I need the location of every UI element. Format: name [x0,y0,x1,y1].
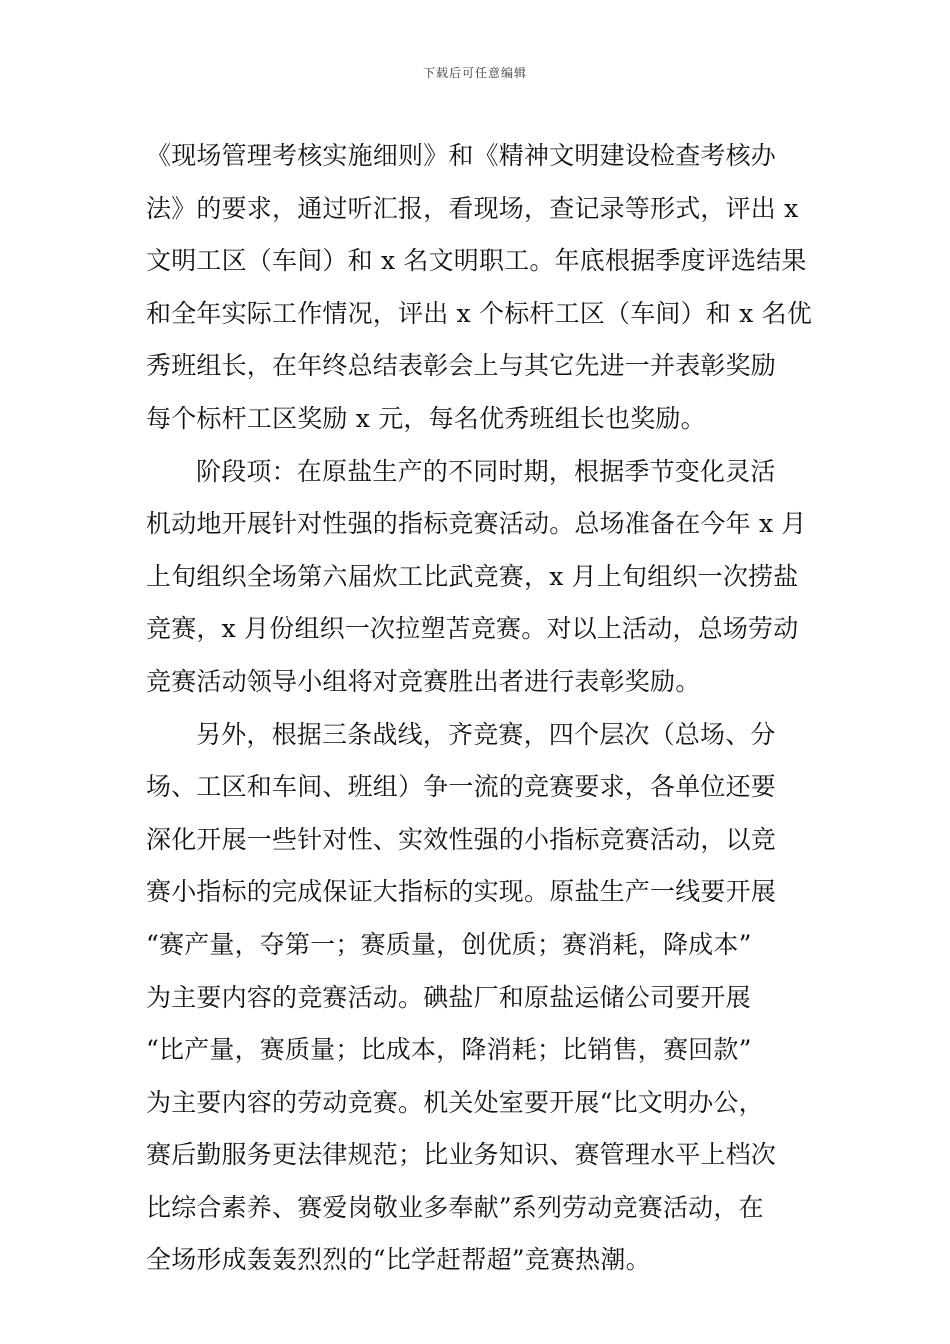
body-line: 文明工区（车间）和 x 名文明职工。年底根据季度评选结果 [146,246,807,276]
body-line: 为主要内容的劳动竞赛。机关处室要开展“比文明办公， [146,1087,764,1117]
body-line: 法》的要求，通过听汇报，看现场，查记录等形式，评出 x [146,193,799,223]
body-line: 和全年实际工作情况，评出 x 个标杆工区（车间）和 x 名优 [146,298,812,328]
body-line: 赛后勤服务更法律规范；比业务知识、赛管理水平上档次 [146,1140,777,1170]
body-line: 比综合素养、赛爱岗敬业多奉献”系列劳动竞赛活动，在 [146,1192,764,1222]
body-line: 场、工区和车间、班组）争一流的竞赛要求，各单位还要 [146,772,777,802]
body-line: 机动地开展针对性强的指标竞赛活动。总场准备在今年 x 月 [146,509,807,539]
paragraph-start-line: 另外，根据三条战线，齐竞赛，四个层次（总场、分 [196,719,776,749]
body-line: 深化开展一些针对性、实效性强的小指标竞赛活动，以竞 [146,824,777,854]
body-line: 为主要内容的竞赛活动。碘盐厂和原盐运储公司要开展 [146,982,751,1012]
body-line: 每个标杆工区奖励 x 元，每名优秀班组长也奖励。 [146,403,706,433]
body-line: 竞赛活动领导小组将对竞赛胜出者进行表彰奖励。 [146,666,701,696]
body-line: 竞赛，x 月份组织一次拉塑苫竞赛。对以上活动，总场劳动 [146,614,799,644]
body-line: 赛小指标的完成保证大指标的实现。原盐生产一线要开展 [146,877,777,907]
paragraph-start-line: 阶段项：在原盐生产的不同时期，根据季节变化灵活 [196,456,776,486]
body-line: 秀班组长，在年终总结表彰会上与其它先进一并表彰奖励 [146,351,777,381]
body-line: “赛产量，夺第一；赛质量，创优质；赛消耗，降成本” [146,929,752,959]
page-header-note: 下载后可任意编辑 [422,66,527,80]
body-line: 上旬组织全场第六届炊工比武竞赛，x 月上旬组织一次捞盐 [146,561,799,591]
body-line: 《现场管理考核实施细则》和《精神文明建设检查考核办 [146,141,777,170]
body-line: “比产量，赛质量；比成本，降消耗；比销售，赛回款” [146,1035,752,1065]
document-body [146,130,816,1287]
body-line: 全场形成轰轰烈烈的“比学赶帮超”竞赛热潮。 [146,1245,651,1275]
